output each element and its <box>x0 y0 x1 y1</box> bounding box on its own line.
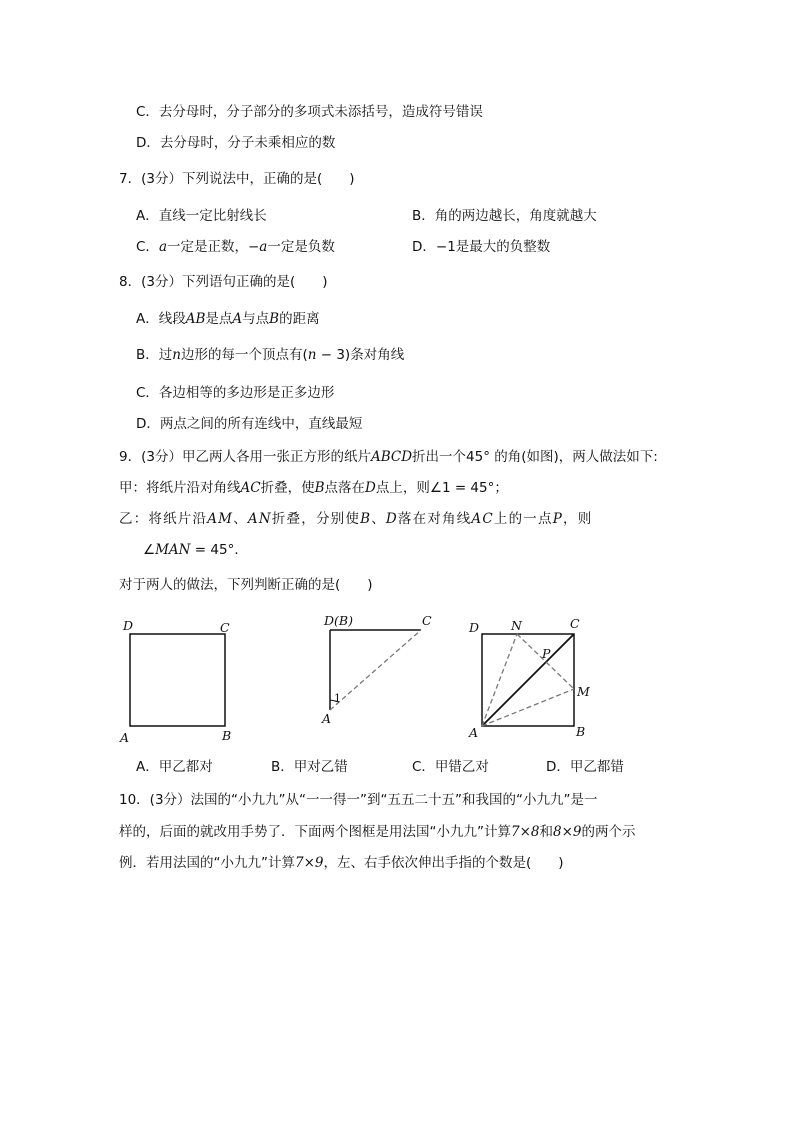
q7-option-c-a: a <box>158 239 167 255</box>
q8-a-text3: 与点 <box>242 311 270 327</box>
q9-yi-d: D <box>385 511 398 527</box>
q8-a-b: B <box>269 311 280 327</box>
q10-line3-text1: 例．若用法国的“小九九”计算 <box>119 855 295 871</box>
q9-yi-text5: 落在对角线 <box>397 511 472 527</box>
fig1-label-a: A <box>120 730 130 745</box>
q9-yi <box>119 509 592 529</box>
q9-yi-text4: 、 <box>371 511 386 527</box>
q9-angle-man: MAN <box>155 542 191 558</box>
fig1-label-d: D <box>123 618 134 633</box>
q8-b-text3: − 3)条对角线 <box>316 347 405 363</box>
q9-jia-d: D <box>365 480 376 496</box>
q9-angle-symbol: ∠ <box>143 542 156 558</box>
q9-option-b: B．甲对乙错 <box>271 759 348 775</box>
q8-option-a <box>136 309 320 329</box>
fig1-label-b: B <box>222 728 232 743</box>
q9-jia-text1: 甲：将纸片沿对角线 <box>119 480 241 496</box>
q9-jia-text2: 折叠，使 <box>260 480 315 496</box>
q8-b-n: n <box>172 347 181 363</box>
q10-line2-text2: 和 <box>539 824 553 840</box>
q9-stem-text1: 9．(3分）甲乙两人各用一张正方形的纸片 <box>119 449 371 465</box>
q7-option-c-prefix: C． <box>136 239 159 255</box>
q9-stem <box>119 447 658 467</box>
fig3-label-a: A <box>469 725 479 740</box>
fig3-label-n: N <box>511 618 522 633</box>
q9-judge: 对于两人的做法，下列判断正确的是( ) <box>119 577 373 593</box>
q9-yi-p: P <box>552 511 564 527</box>
fig3-diagonal-ac <box>482 634 574 726</box>
q9-jia-ac: AC <box>240 480 261 496</box>
q9-yi-b: B <box>360 511 372 527</box>
q9-stem-text2: 折出一个45° 的角(如图)，两人做法如下: <box>412 449 658 465</box>
q9-yi-ac: AC <box>471 511 494 527</box>
q7-option-c <box>136 237 335 257</box>
fig3-fold-am <box>482 689 574 726</box>
q8-option-b <box>136 345 404 365</box>
q9-jia-b: B <box>314 480 325 496</box>
q9-yi-am: AM <box>207 511 234 527</box>
q9-yi-text6: 上的一点 <box>493 511 553 527</box>
q9-option-c: C．甲错乙对 <box>412 759 489 775</box>
q9-jia-text3: 点落在 <box>324 480 366 496</box>
fig2-label-db: D(B) <box>324 613 353 628</box>
figure-square <box>115 612 245 747</box>
q8-a-ab: AB <box>185 311 206 327</box>
q6-option-c: C．去分母时，分子部分的多项式未添括号，造成符号错误 <box>136 104 483 120</box>
q10-line3 <box>119 853 564 873</box>
q8-option-d: D．两点之间的所有连线中，直线最短 <box>136 416 363 432</box>
q8-option-c: C．各边相等的多边形是正多边形 <box>136 385 335 401</box>
figure-yi-fold <box>466 612 601 747</box>
q9-yi-text2: 、 <box>233 511 248 527</box>
q9-yi-an: AN <box>247 511 272 527</box>
q9-yi-angle <box>143 540 248 560</box>
fig2-label-a: A <box>322 711 332 726</box>
fig2-label-c: C <box>422 613 432 628</box>
q10-expr-7x9: 7×9 <box>295 855 324 871</box>
q8-a-a: A <box>232 311 243 327</box>
q10-line1: 10．(3分）法国的“小九九”从“一一得一”到“五五二十五”和我国的“小九九”是一 <box>119 792 598 808</box>
fig2-label-1: 1 <box>334 692 341 705</box>
figure-jia-fold <box>318 610 448 745</box>
q7-option-d: D．−1是最大的负整数 <box>412 239 551 255</box>
q9-option-d: D．甲乙都错 <box>546 759 624 775</box>
q9-yi-text1: 乙：将纸片沿 <box>119 511 208 527</box>
q9-jia <box>119 478 508 498</box>
fig3-label-m: M <box>577 684 590 699</box>
q8-stem: 8．(3分）下列语句正确的是( ) <box>119 274 328 290</box>
q9-option-a: A．甲乙都对 <box>136 759 213 775</box>
q8-b-text2: 边形的每一个顶点有( <box>180 347 308 363</box>
fig3-fold-an <box>482 634 517 726</box>
q8-b-text1: B．过 <box>136 347 173 363</box>
fig3-label-c: C <box>570 616 580 631</box>
q10-line2-text3: 的两个示 <box>581 824 636 840</box>
square-abcd <box>130 634 225 726</box>
fig3-label-p: P <box>542 646 551 661</box>
q7-option-a: A．直线一定比射线长 <box>136 208 267 224</box>
fig2-fold-ac <box>330 630 421 710</box>
q8-a-text2: 是点 <box>205 311 233 327</box>
q6-option-d: D．去分母时，分子未乘相应的数 <box>136 135 336 151</box>
fig3-label-d: D <box>469 620 480 635</box>
q9-yi-text3: 折叠，分别使 <box>271 511 361 527</box>
fig3-segment-pm <box>546 662 574 689</box>
q10-line2-text1: 样的，后面的就改用手势了．下面两个图框是用法国“小九九”计算 <box>119 824 511 840</box>
q7-option-c-neg-a: −a <box>248 239 268 255</box>
fig1-label-c: C <box>220 620 230 635</box>
q8-b-n2: n <box>307 347 317 363</box>
fig3-label-b: B <box>576 724 586 739</box>
q10-line2 <box>119 822 636 842</box>
q10-line3-text2: ，左、右手依次伸出手指的个数是( ) <box>323 855 564 871</box>
q9-stem-abcd: ABCD <box>370 449 413 465</box>
q10-expr-8x9: 8×9 <box>553 824 582 840</box>
q7-option-c-suffix: 一定是负数 <box>267 239 335 255</box>
q7-option-c-mid: 一定是正数， <box>167 239 248 255</box>
q7-option-b: B．角的两边越长，角度就越大 <box>412 208 597 224</box>
q9-yi-text7: ，则 <box>563 511 593 527</box>
q8-a-text1: A．线段 <box>136 311 186 327</box>
q8-a-text4: 的距离 <box>279 311 320 327</box>
q10-expr-7x8: 7×8 <box>511 824 540 840</box>
q9-jia-text4: 点上，则∠1 = 45°； <box>375 480 508 496</box>
q7-stem: 7．(3分）下列说法中，正确的是( ) <box>119 171 355 187</box>
q9-angle-value: = 45°． <box>190 542 248 558</box>
